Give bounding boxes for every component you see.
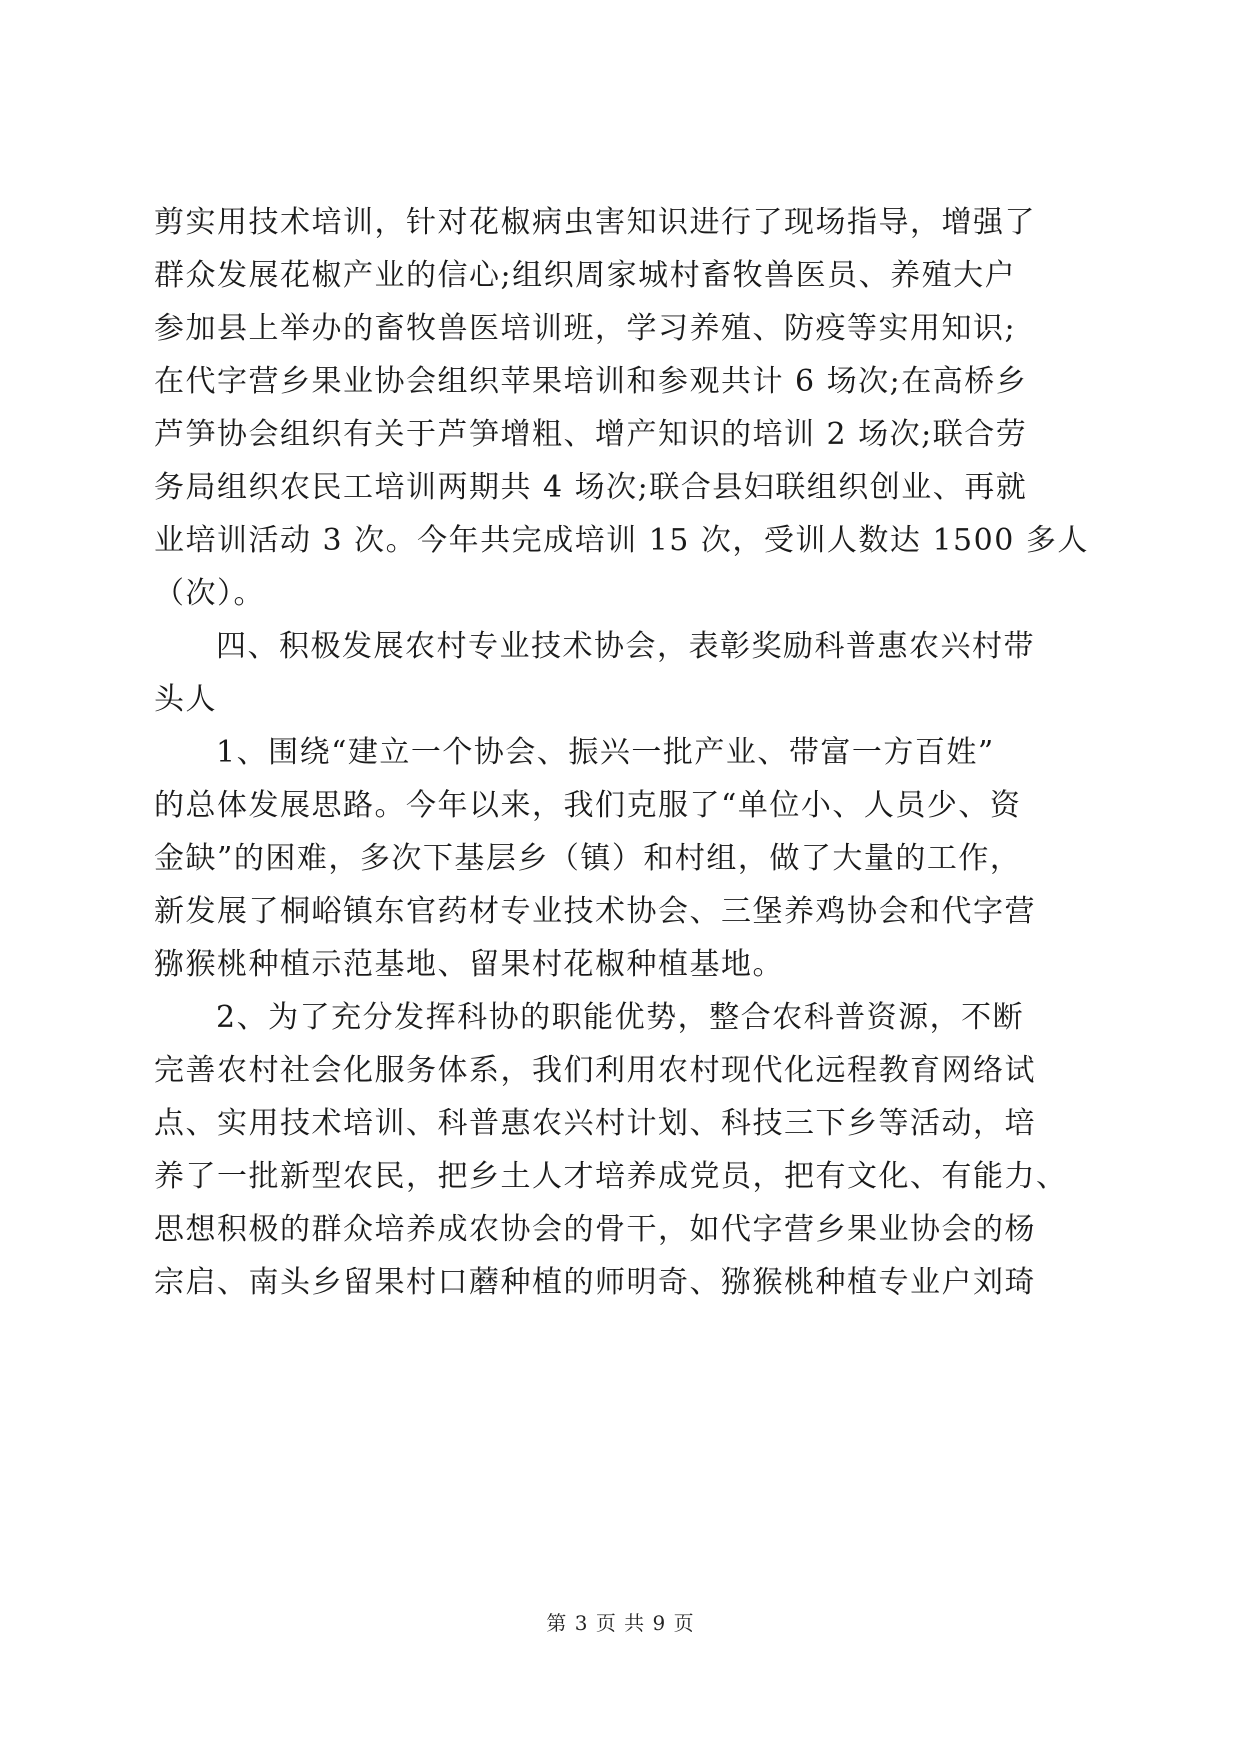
text-line: 芦笋协会组织有关于芦笋增粗、增产知识的培训 2 场次;联合劳 bbox=[154, 417, 1028, 452]
text-line: 新发展了桐峪镇东官药材专业技术协会、三堡养鸡协会和代字营 bbox=[154, 894, 1036, 929]
text-line: 业培训活动 3 次。今年共完成培训 15 次，受训人数达 1500 多人 bbox=[154, 523, 1089, 558]
text-line: 猕猴桃种植示范基地、留果村花椒种植基地。 bbox=[154, 947, 784, 982]
text-line: 金缺”的困难，多次下基层乡（镇）和村组，做了大量的工作， bbox=[154, 841, 1022, 876]
text-line: 务局组织农民工培训两期共 4 场次;联合县妇联组织创业、再就 bbox=[154, 470, 1028, 505]
text-line: 完善农村社会化服务体系，我们利用农村现代化远程教育网络试 bbox=[154, 1053, 1036, 1088]
text-line: 四、积极发展农村专业技术协会，表彰奖励科普惠农兴村带 bbox=[216, 629, 1035, 664]
text-line: 思想积极的群众培养成农协会的骨干，如代字营乡果业协会的杨 bbox=[154, 1212, 1036, 1247]
text-line: 剪实用技术培训，针对花椒病虫害知识进行了现场指导，增强了 bbox=[154, 205, 1036, 240]
text-line: 头人 bbox=[154, 682, 217, 717]
text-line: （次）。 bbox=[154, 576, 265, 611]
text-line: 点、实用技术培训、科普惠农兴村计划、科技三下乡等活动，培 bbox=[154, 1106, 1036, 1141]
text-line: 1、围绕“建立一个协会、振兴一批产业、带富一方百姓” bbox=[216, 735, 995, 770]
text-line: 群众发展花椒产业的信心;组织周家城村畜牧兽医员、养殖大户 bbox=[154, 258, 1017, 293]
text-line: 养了一批新型农民，把乡土人才培养成党员，把有文化、有能力、 bbox=[154, 1159, 1068, 1194]
page-footer: 第 3 页 共 9 页 bbox=[546, 1611, 695, 1635]
text-line: 的总体发展思路。今年以来，我们克服了“单位小、人员少、资 bbox=[154, 788, 1022, 823]
text-line: 宗启、南头乡留果村口蘑种植的师明奇、猕猴桃种植专业户刘琦 bbox=[154, 1265, 1036, 1300]
document-body bbox=[154, 196, 1089, 1309]
text-line: 在代字营乡果业协会组织苹果培训和参观共计 6 场次;在高桥乡 bbox=[154, 364, 1028, 399]
text-line: 参加县上举办的畜牧兽医培训班，学习养殖、防疫等实用知识; bbox=[154, 311, 1017, 346]
text-line: 2、为了充分发挥科协的职能优势，整合农科普资源，不断 bbox=[216, 1000, 1025, 1035]
